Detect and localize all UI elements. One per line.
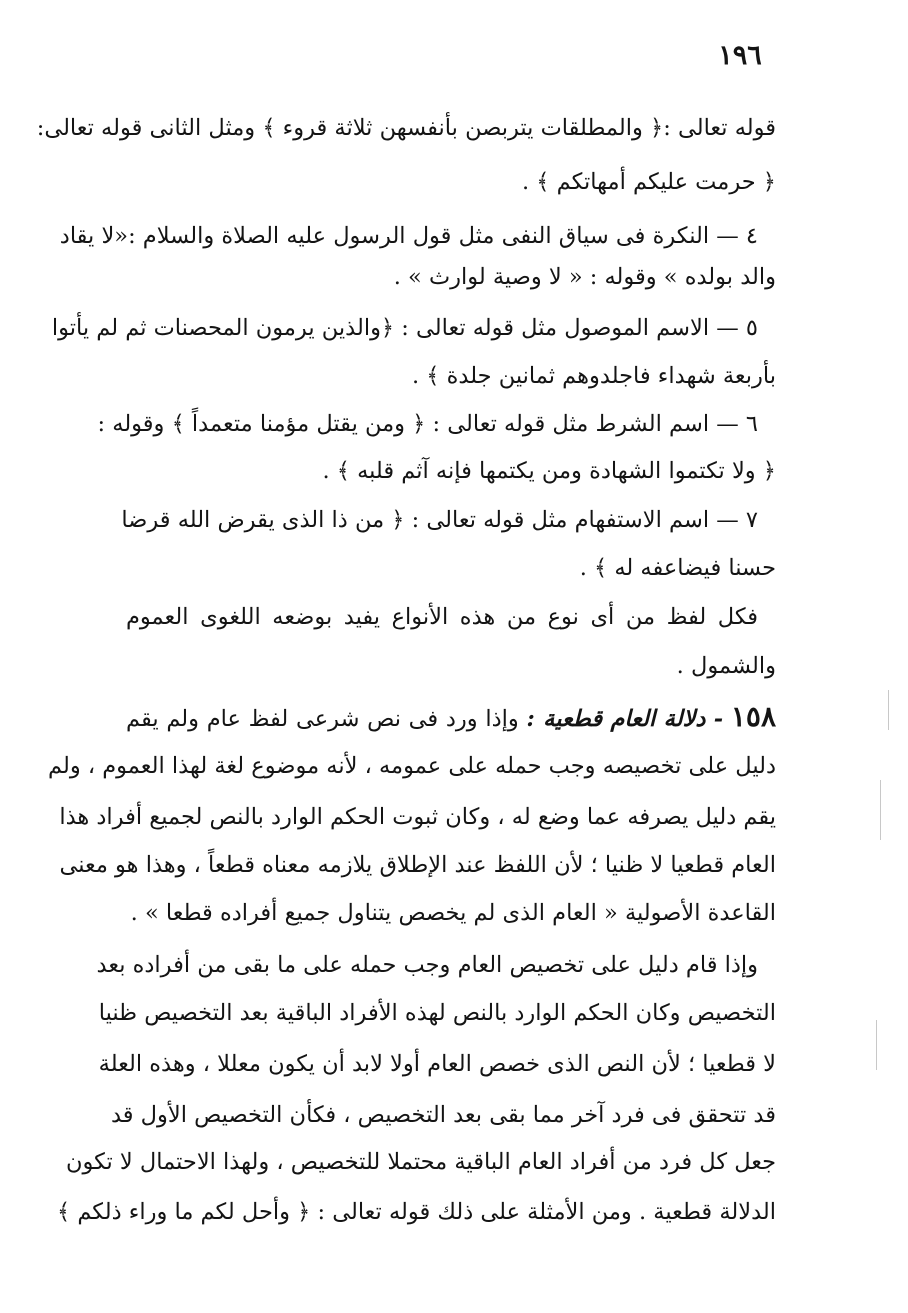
text-line: لا قطعيا ؛ لأن النص الذى خصص العام أولا لابد أن يكون معللا ، وهذه العلة — [98, 1051, 776, 1077]
page-number: ١٩٦ — [718, 40, 762, 71]
section-title: - دلالة العام قطعية : — [526, 706, 724, 732]
section-first-line-text: وإذا ورد فى نص شرعى لفظ عام ولم يقم — [126, 706, 519, 732]
text-line: العام قطعيا لا ظنيا ؛ لأن اللفظ عند الإطلاق يلازمه معناه قطعاً ، وهذا هو معنى — [59, 852, 776, 878]
text-line: ﴿ حرمت عليكم أمهاتكم ﴾ . — [521, 169, 776, 195]
text-line: وإذا قام دليل على تخصيص العام وجب حمله على ما بقى من أفراده بعد — [96, 952, 758, 978]
text-line: التخصيص وكان الحكم الوارد بالنص لهذه الأفراد الباقية بعد التخصيص ظنيا — [98, 1000, 776, 1026]
text-line: جعل كل فرد من أفراد العام الباقية محتملا للتخصيص ، ولهذا الاحتمال لا تكون — [65, 1149, 776, 1175]
text-line: الدلالة قطعية . ومن الأمثلة على ذلك قوله تعالى : ﴿ وأحل لكم ما وراء ذلكم ﴾ — [56, 1199, 776, 1225]
text-line: القاعدة الأصولية « العام الذى لم يخصص يتناول جميع أفراده قطعا » . — [130, 900, 776, 926]
text-line: حسنا فيضاعفه له ﴾ . — [579, 555, 776, 581]
text-line: قوله تعالى :﴿ والمطلقات يتربصن بأنفسهن ثلاثة قروء ﴾ ومثل الثانى قوله تعالى: — [36, 115, 776, 141]
text-line: ﴿ ولا تكتموا الشهادة ومن يكتمها فإنه آثم قلبه ﴾ . — [322, 458, 776, 484]
text-line: قد تتحقق فى فرد آخر مما بقى بعد التخصيص ، فكأن التخصيص الأول قد — [110, 1102, 776, 1128]
text-line: بأربعة شهداء فاجلدوهم ثمانين جلدة ﴾ . — [411, 363, 776, 389]
text-line: ٥ — الاسم الموصول مثل قوله تعالى : ﴿والذين يرمون المحصنات ثم لم يأتوا — [51, 315, 758, 341]
section-heading-line — [126, 690, 776, 744]
section-number: ١٥٨ — [730, 700, 776, 733]
text-line: والد بولده » وقوله : « لا وصية لوارث » . — [393, 264, 776, 290]
text-line: يقم دليل يصرفه عما وضع له ، وكان ثبوت الحكم الوارد بالنص لجميع أفراد هذا — [59, 804, 776, 830]
text-line: ٧ — اسم الاستفهام مثل قوله تعالى : ﴿ من ذا الذى يقرض الله قرضا — [121, 507, 758, 533]
margin-scan-mark — [880, 780, 881, 840]
margin-scan-mark — [876, 1020, 877, 1070]
text-line: ٦ — اسم الشرط مثل قوله تعالى : ﴿ ومن يقتل مؤمنا متعمداً ﴾ وقوله : — [97, 411, 758, 437]
text-line: والشمول . — [676, 653, 776, 679]
text-line: فكل لفظ من أى نوع من هذه الأنواع يفيد بوضعه اللغوى العموم — [126, 604, 758, 630]
text-line: دليل على تخصيصه وجب حمله على عمومه ، لأنه موضوع لغة لهذا العموم ، ولم — [47, 753, 776, 779]
text-line: ٤ — النكرة فى سياق النفى مثل قول الرسول عليه الصلاة والسلام :«لا يقاد — [59, 223, 758, 249]
margin-scan-mark — [888, 690, 889, 730]
